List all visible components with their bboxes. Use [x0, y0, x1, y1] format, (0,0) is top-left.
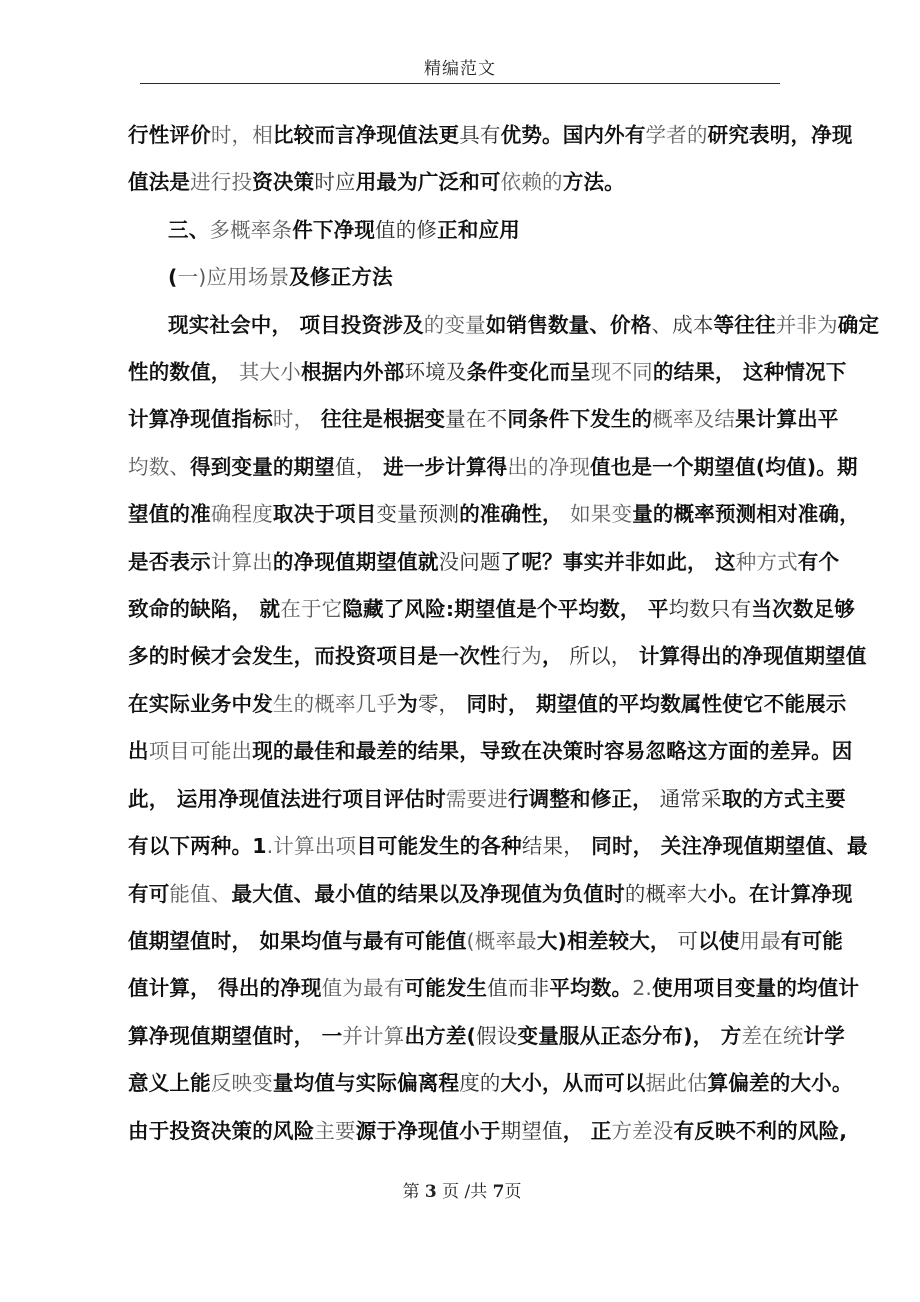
text-line: 有以下两种。1.计算出项目可能发生的各种结果， 同时， 关注净现值期望值、最 — [128, 834, 868, 859]
text-line: 现实社会中， 项目投资涉及的变量如销售数量、价格、成本等往往并非为确定 — [168, 312, 880, 337]
text-line: 望值的准确程度取决于项目变量预测的准确性， 如果变量的概率预测相对准确， — [128, 502, 860, 527]
page-indicator — [402, 1180, 521, 1204]
text-line: 致命的缺陷， 就在于它隐藏了风险:期望值是个平均数， 平均数只有当次数足够 — [128, 597, 855, 622]
text-line: 值期望值时， 如果均值与最有可能值(概率最大)相差较大， 可以使用最有可能 — [128, 928, 843, 953]
text-line: 由于投资决策的风险主要源于净现值小于期望值， 正方差没有反映不利的风险, — [128, 1118, 848, 1143]
text-line: 行性评价时，相比较而言净现值法更具有优势。国内外有学者的研究表明，净现 — [128, 123, 853, 147]
page-indicator-suffix: 页 — [504, 1182, 522, 1202]
page-header — [140, 58, 780, 80]
document-body — [128, 112, 880, 1155]
section-heading: 三、多概率条件下净现值的修正和应用 — [168, 217, 520, 242]
text-line: 是否表示计算出的净现值期望值就没问题了呢？事实并非如此， 这种方式有个 — [128, 549, 840, 574]
text-line: 有可能值、最大值、最小值的结果以及净现值为负值时的概率大小。在计算净现 — [128, 881, 853, 906]
text-line: 此， 运用净现值法进行项目评估时需要进行调整和修正， 通常采取的方式主要 — [128, 786, 846, 811]
text-line: 多的时候才会发生，而投资项目是一次性行为， 所以， 计算得出的净现值期望值 — [128, 644, 867, 669]
current-page-number: 3 — [424, 1182, 437, 1202]
subsection-heading: (一)应用场景及修正方法 — [168, 265, 393, 290]
text-line: 在实际业务中发生的概率几乎为零， 同时， 期望值的平均数属性使它不能展示 — [128, 691, 847, 716]
text-line: 值法是进行投资决策时应用最为广泛和可依赖的方法。 — [128, 170, 625, 195]
text-line: 意义上能反映变量均值与实际偏离程度的大小，从而可以据此估算偏差的大小。 — [128, 1071, 853, 1096]
text-line: 均数、得到变量的期望值， 进一步计算得出的净现值也是一个期望值(均值)。期 — [128, 454, 858, 479]
page-footer — [128, 1180, 796, 1204]
text-line: 值计算， 得出的净现值为最有可能发生值而非平均数。2.使用项目变量的均值计 — [128, 976, 860, 1001]
header-title: 精编范文 — [424, 59, 496, 79]
text-line: 出项目可能出现的最佳和最差的结果，导致在决策时容易忽略这方面的差异。因 — [128, 739, 853, 764]
text-line: 计算净现值指标时， 往往是根据变量在不同条件下发生的概率及结果计算出平 — [128, 407, 839, 432]
header-divider — [140, 83, 780, 84]
text-line: 算净现值期望值时， 一并计算出方差(假设变量服从正态分布)， 方差在统计学 — [128, 1023, 845, 1048]
page-indicator-middle: 页 /共 — [436, 1182, 493, 1202]
total-page-number: 7 — [492, 1182, 505, 1202]
text-line: 性的数值， 其大小根据内外部环境及条件变化而呈现不同的结果， 这种情况下 — [128, 360, 847, 385]
page-indicator-prefix: 第 — [402, 1182, 425, 1202]
